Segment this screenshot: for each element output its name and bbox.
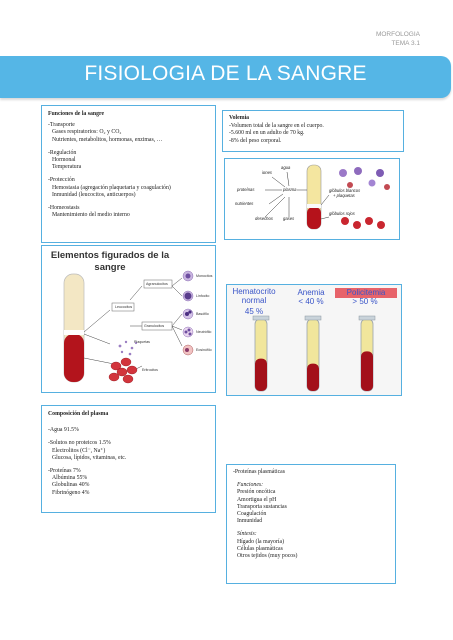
funcion-label: -Regulación [48, 149, 77, 156]
funciones-box [41, 105, 216, 243]
funcion-item [48, 122, 209, 144]
hemo-tube-normal [253, 316, 269, 391]
diagram-label-desechos: desechos [255, 216, 273, 221]
funcion-item [48, 150, 209, 172]
elementos-title: Elementos figurados de la sangre [50, 250, 170, 273]
diagram-label-nutrientes: nutrientes [235, 201, 254, 206]
elementos-box [41, 245, 216, 393]
label-neutrofilo: Neutrófilo [196, 330, 212, 334]
elementos-diagram [42, 246, 217, 394]
proteinas-funciones-title: Funciones: [237, 482, 264, 489]
funcion-sub: Mantenimiento del medio interno [52, 212, 130, 219]
composicion-sub: Fibrinógeno 4% [52, 489, 90, 496]
diagram-label-proteinas: proteínas [237, 187, 255, 192]
hemo-tube-cap [359, 316, 375, 320]
funcion-sub: Inmunidad (leucocitos, anticuerpos) [52, 191, 136, 198]
diagram-tube-buffy [307, 204, 321, 208]
proteinas-title: -Proteínas plasmáticas [233, 469, 285, 475]
funcion-sub: Temperatura [52, 164, 82, 171]
composicion-title: Composición del plasma [48, 411, 109, 417]
proteinas-box [226, 464, 396, 584]
hematocrito-box [226, 284, 402, 396]
elementos-tube-blood [64, 334, 84, 382]
diagram-label-globulos-rojos: glóbulos rojos [329, 211, 355, 216]
diagram-label-globulos-blancos: glóbulos blancos [329, 188, 361, 193]
plasma-diagram-box [224, 158, 400, 240]
composicion-sub: Globulinas 40% [52, 482, 90, 489]
volemia-box [222, 110, 404, 152]
composicion-sub: Albúmina 55% [52, 475, 88, 482]
funcion-sub: Gases respiratorios: O₂ y CO₂ [52, 129, 122, 136]
unit-label: TEMA 3.1 [391, 40, 420, 47]
proteinas-sintesis: Hígado (la mayoría) [237, 538, 285, 545]
composicion-sub: Electrolitos (Cl⁻, Na⁺) [52, 447, 106, 454]
volemia-line: -Volumen total de la sangre en el cuerpo. [229, 123, 324, 130]
hemo-policitemia-label: Policitemia [346, 288, 386, 297]
composicion-item [48, 468, 209, 497]
volemia-line: -5.600 ml en un adulto de 70 kg. [229, 130, 305, 137]
volemia-line: -8% del peso corporal. [229, 137, 282, 144]
diagram-cells [339, 167, 390, 229]
label-leucocitos: Leucocitos [115, 305, 133, 309]
composicion-sub: Glucosa, lípidos, vitaminas, etc. [52, 454, 127, 461]
label-eosinofilo: Eosinófilo [196, 348, 212, 352]
proteinas-sintesis: Otros tejidos (muy pocos) [237, 553, 298, 560]
elementos-rbc [109, 358, 137, 383]
hematocrito-tubes [227, 285, 403, 397]
page-title: FISIOLOGIA DE LA SANGRE [84, 62, 367, 85]
label-linfocito: Linfocito [196, 294, 210, 298]
proteinas-funcion: Inmunidad [237, 518, 263, 525]
funciones-title: Funciones de la sangre [48, 111, 105, 117]
composicion-item [48, 440, 209, 462]
elementos-white-cells [183, 271, 193, 355]
hemo-tube-anemia [305, 316, 321, 391]
header-meta [376, 30, 420, 48]
diagram-label-iones: iones [262, 170, 273, 175]
funcion-label: -Homeostasis [48, 205, 80, 212]
label-eritrocitos: Eritrocitos [142, 368, 158, 372]
funcion-label: -Transporte [48, 122, 75, 129]
label-plaquetas: Plaquetas [134, 340, 150, 344]
funcion-label: -Protección [48, 177, 75, 184]
proteinas-funcion: Transporta sustancias [237, 503, 287, 510]
label-agranulocitos: Agranulocitos [146, 282, 168, 286]
diagram-label-gases: gases [283, 216, 295, 221]
title-banner [0, 56, 451, 98]
proteinas-funcion: Presión oncótica [237, 489, 276, 496]
funcion-sub: Hemostasia (agregación plaquetaria y coagulación) [52, 184, 171, 191]
composicion-label: -Proteínas 7% [48, 468, 81, 475]
hemo-tube-policitemia [359, 316, 375, 391]
label-monocitos: Monocitos [196, 274, 213, 278]
proteinas-funcion: Amortigua el pH [237, 496, 277, 503]
proteinas-sintesis-title: Síntesis: [237, 531, 257, 538]
funcion-sub: Nutrientes, metabolitos, hormonas, enzimas, … [52, 136, 163, 143]
hemo-tube-blood [361, 351, 373, 391]
hemo-normal-label: Hematocrito normal [232, 287, 276, 305]
label-granulocitos: Granulocitos [144, 324, 165, 328]
hemo-tube-cap [253, 316, 269, 320]
proteinas-funcion: Coagulación [237, 511, 267, 518]
hemo-anemia-value: < 40 % [298, 297, 324, 306]
hemo-anemia-label: Anemia [297, 288, 325, 297]
funcion-item [48, 205, 209, 219]
composicion-item: -Agua 91.5% [48, 427, 79, 434]
funcion-sub: Hormonal [52, 157, 76, 164]
subject-label: MORFOLOGIA [375, 31, 420, 38]
proteinas-sintesis: Células plasmáticas [237, 545, 283, 552]
hemo-normal-value: 45 % [244, 307, 264, 316]
hemo-tube-blood [307, 364, 319, 391]
composicion-box [41, 405, 216, 513]
funcion-item [48, 177, 209, 199]
hemo-policitemia-value: > 50 % [352, 297, 378, 306]
label-basofilo: Basófilo [196, 312, 209, 316]
volemia-title: Volemia [229, 115, 250, 121]
plasma-diagram [225, 159, 401, 241]
diagram-tube-blood [307, 207, 321, 229]
hemo-tube-blood [255, 359, 267, 391]
diagram-label-plasma: plasma [283, 187, 297, 192]
hemo-tube-cap [305, 316, 321, 320]
composicion-label: -Solutos no proteicos 1.5% [48, 440, 111, 447]
diagram-label-agua: agua [281, 165, 291, 170]
diagram-label-plaquetas: + plaquetas [333, 193, 355, 198]
elementos-tube-buffy [64, 330, 84, 335]
